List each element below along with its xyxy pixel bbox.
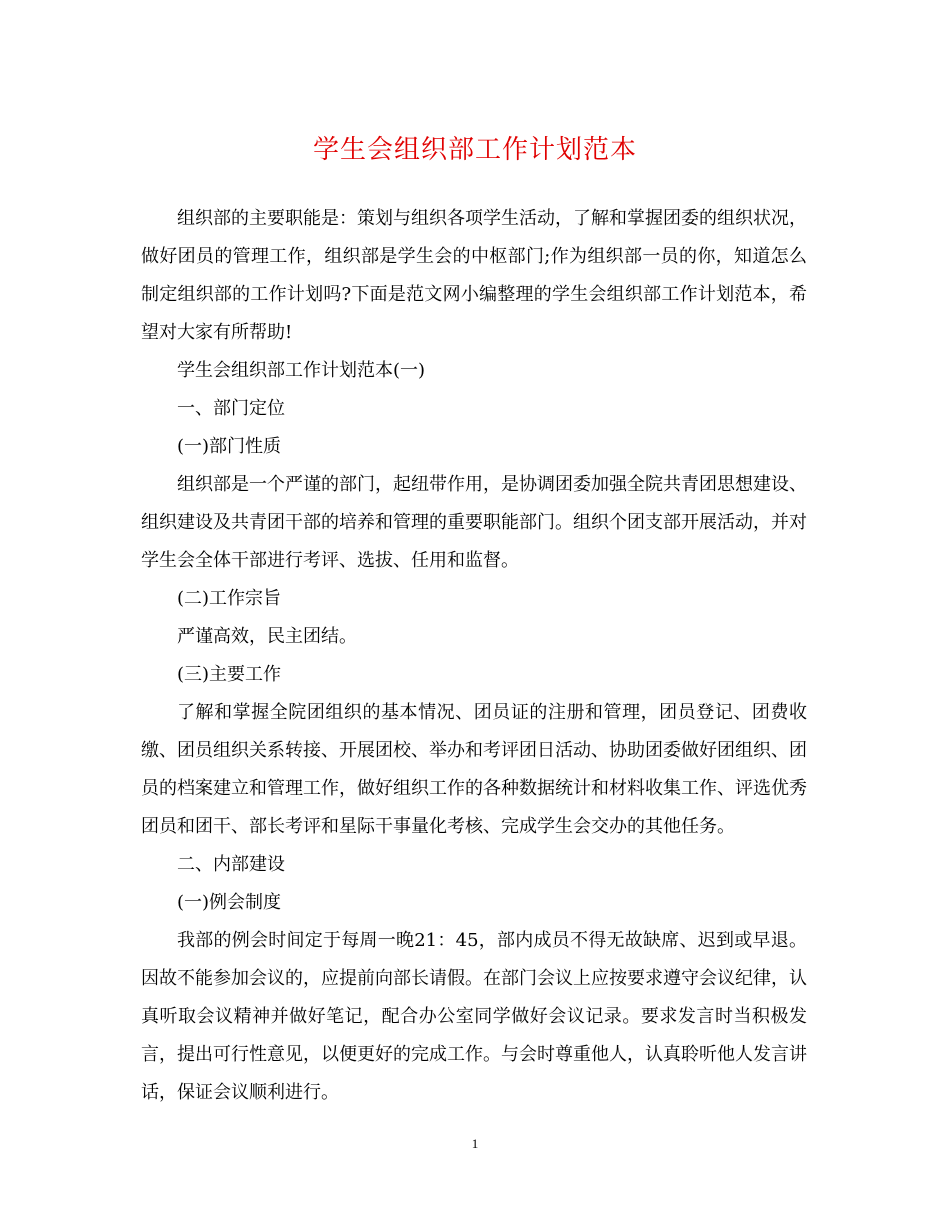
section-heading: 一、部门定位	[177, 398, 285, 419]
intro-paragraph: 组织部的主要职能是：策划与组织各项学生活动，了解和掌握团委的组织状况，做好团员的管理工作，组织部是学生会的中枢部门;作为组织部一员的你，知道怎么制定组织部的工作计划吗?下面是范文网小编整理的学生会组织部工作计划范本，希望对大家有所帮助!	[141, 208, 807, 343]
document-title: 学生会组织部工作计划范本	[312, 135, 637, 165]
body-paragraph: 我部的例会时间定于每周一晚21：45，部内成员不得无故缺席、迟到或早退。因故不能参加会议的，应提前向部长请假。在部门会议上应按要求遵守会议纪律，认真听取会议精神并做好笔记，配合办公室同学做好会议记录。要求发言时当积极发言，提出可行性意见，以便更好的完成工作。与会时尊重他人，认真聆听他人发言讲话，保证会议顺利进行。	[141, 930, 807, 1103]
subsection-heading: (三)主要工作	[177, 664, 282, 685]
section-heading: 学生会组织部工作计划范本(一)	[177, 360, 426, 381]
section-heading: 二、内部建设	[177, 854, 285, 875]
document-body	[141, 200, 807, 1112]
subsection-heading: (一)例会制度	[177, 892, 282, 913]
page-number: 1	[471, 1136, 479, 1151]
subsection-heading: (一)部门性质	[177, 436, 282, 457]
body-paragraph: 了解和掌握全院团组织的基本情况、团员证的注册和管理，团员登记、团费收缴、团员组织关系转接、开展团校、举办和考评团日活动、协助团委做好团组织、团员的档案建立和管理工作，做好组织工作的各种数据统计和材料收集工作、评选优秀团员和团干、部长考评和星际干事量化考核、完成学生会交办的其他任务。	[141, 702, 807, 837]
subsection-heading: (二)工作宗旨	[177, 588, 282, 609]
body-paragraph: 严谨高效，民主团结。	[177, 626, 357, 647]
body-paragraph: 组织部是一个严谨的部门，起纽带作用，是协调团委加强全院共青团思想建设、组织建设及共青团干部的培养和管理的重要职能部门。组织个团支部开展活动，并对学生会全体干部进行考评、选拔、任用和监督。	[141, 474, 807, 571]
